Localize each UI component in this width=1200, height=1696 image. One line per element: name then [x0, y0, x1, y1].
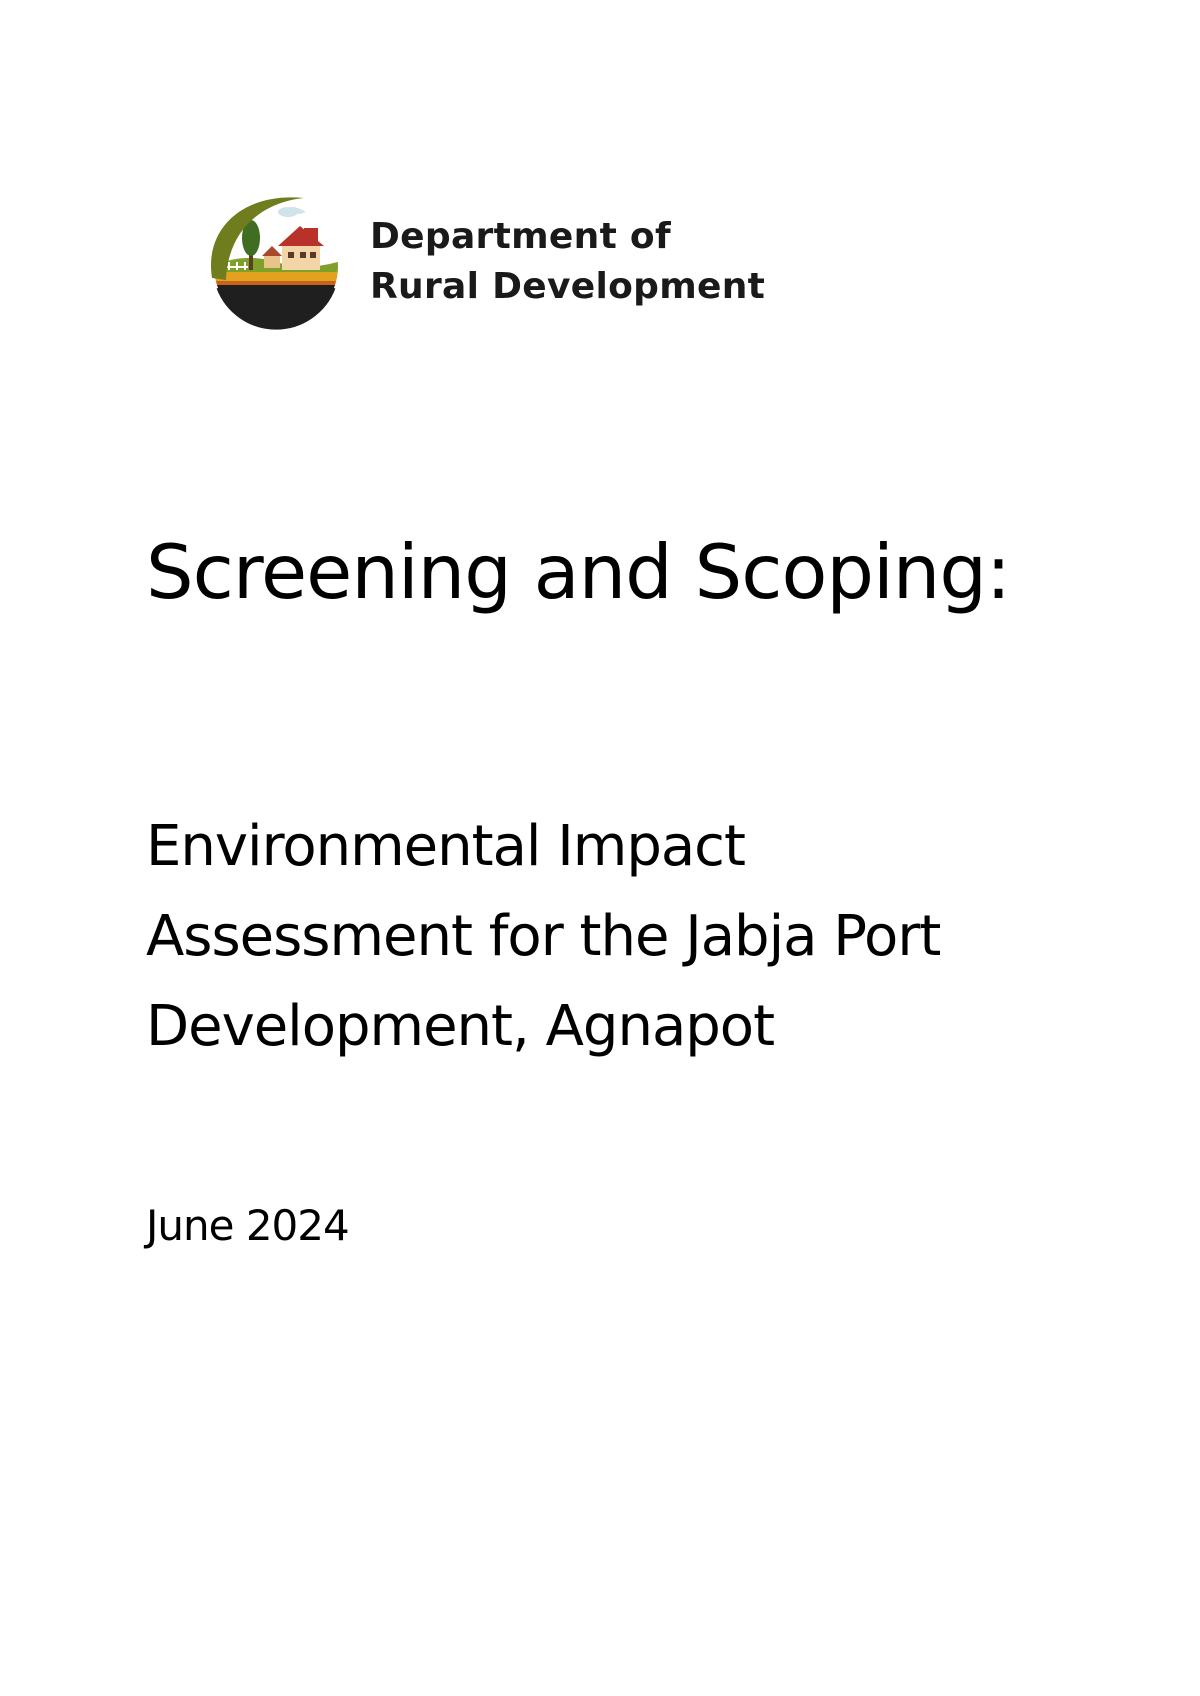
document-subtitle	[146, 802, 1046, 1072]
subtitle-line-1: Environmental Impact	[146, 814, 745, 879]
department-header	[204, 188, 765, 336]
department-name	[370, 212, 765, 312]
department-logo-icon	[204, 188, 344, 336]
document-title: Screening and Scoping:	[146, 528, 1011, 616]
subtitle-line-3: Development, Agnapot	[146, 994, 775, 1059]
department-name-line-2: Rural Development	[370, 266, 766, 307]
department-name-line-1: Department of	[370, 216, 671, 257]
document-date: June 2024	[146, 1201, 349, 1250]
subtitle-line-2: Assessment for the Jabja Port	[146, 904, 941, 969]
